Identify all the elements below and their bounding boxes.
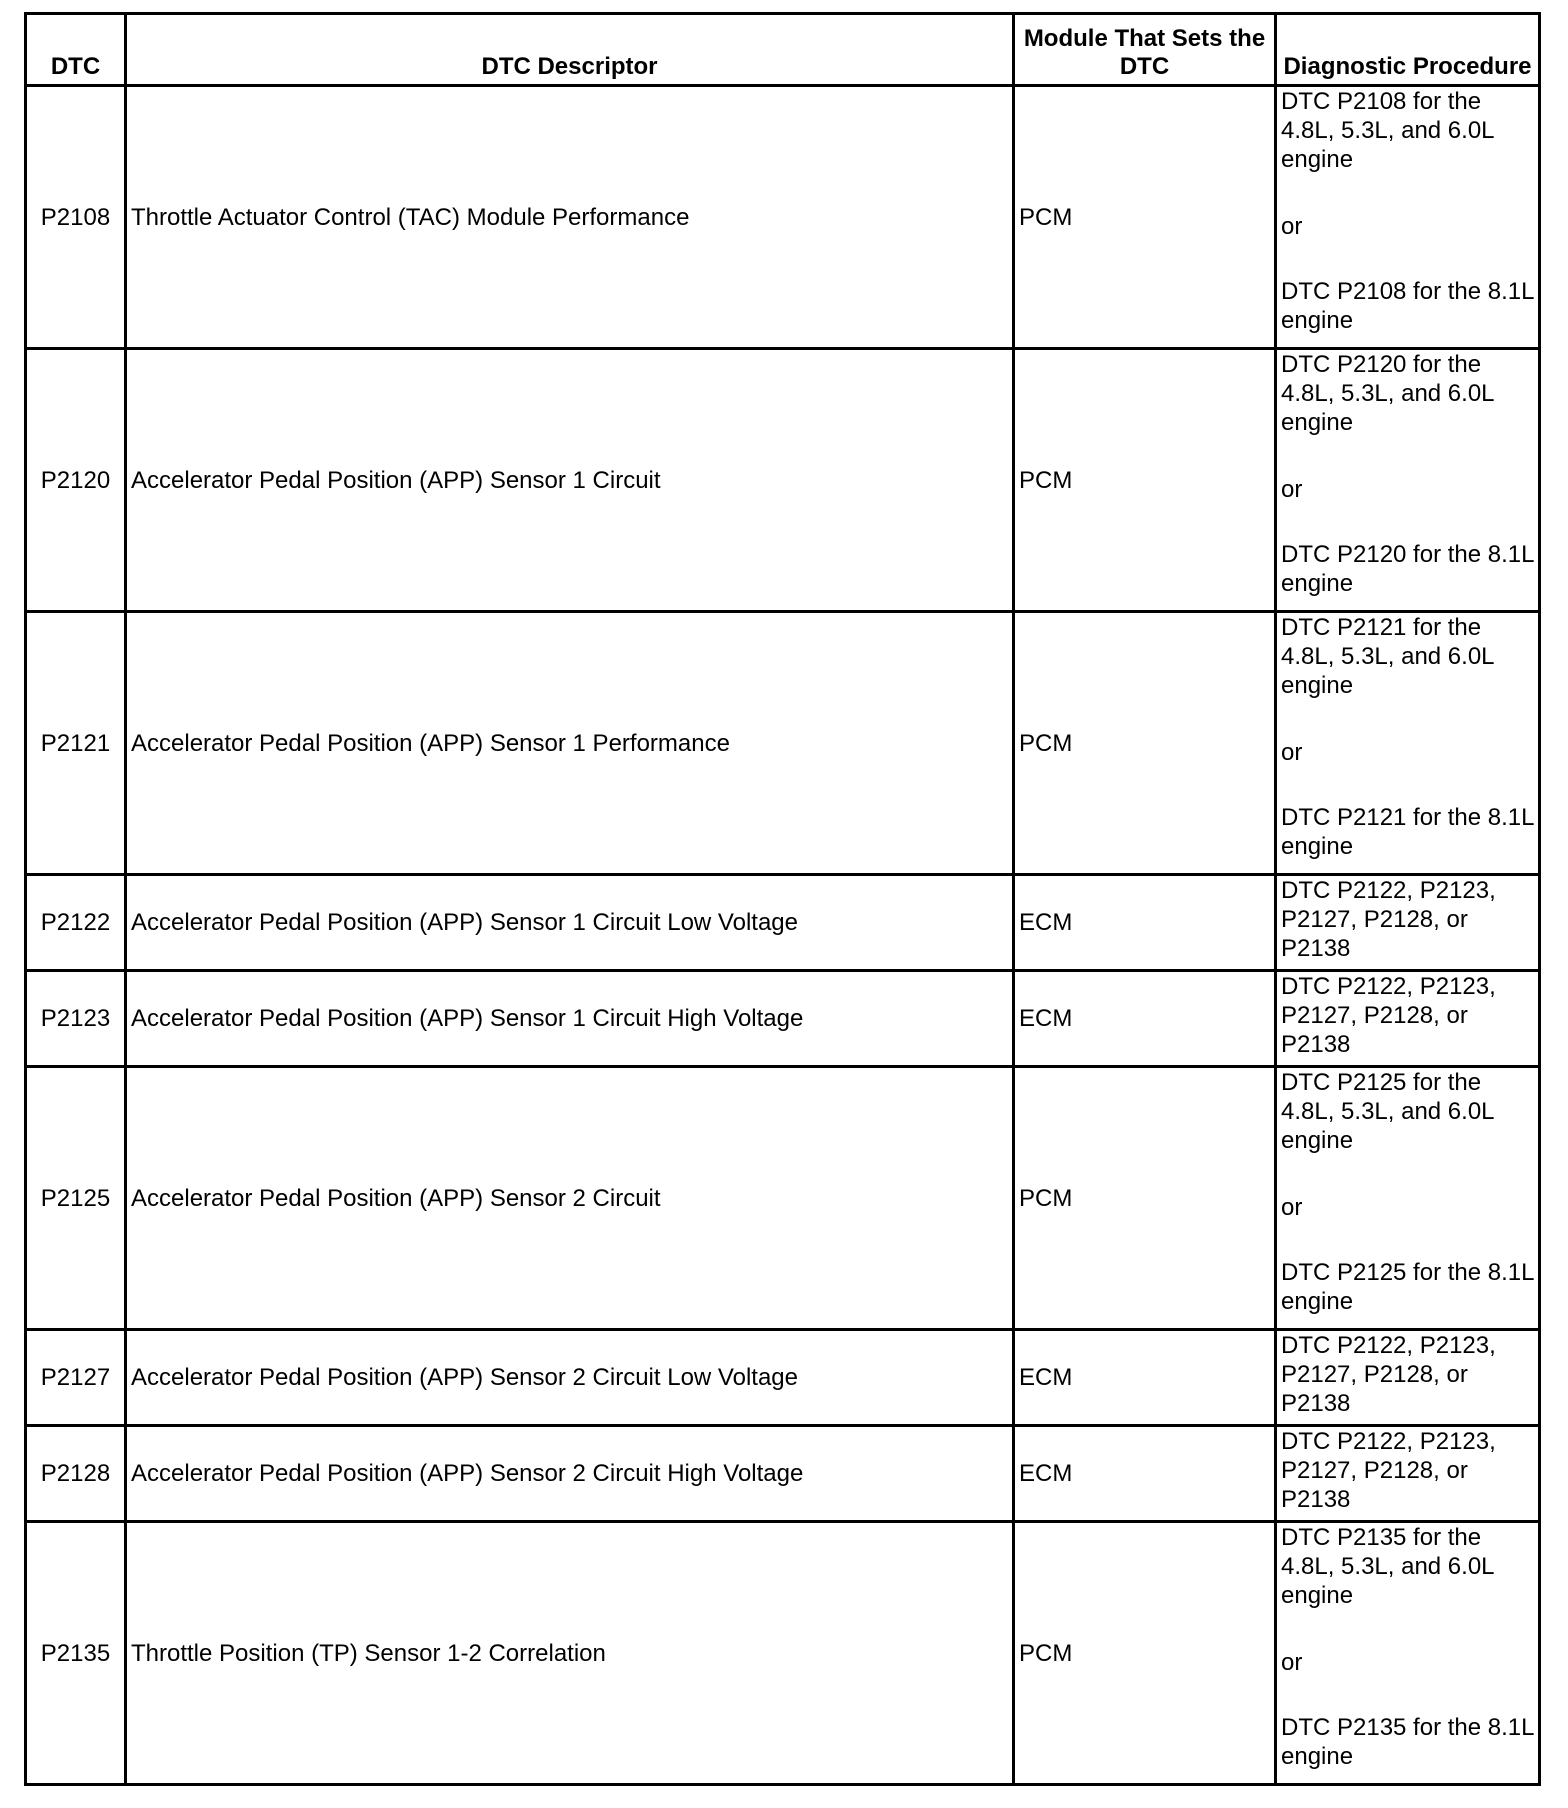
diagnostic-procedure [1276, 875, 1540, 971]
dtc-code: P2128 [26, 1426, 126, 1522]
procedure-link[interactable]: DTC P2122, P2123, P2127, P2128, or P2138 [1281, 1428, 1496, 1513]
procedure-or: or [1281, 1194, 1303, 1221]
dtc-descriptor: Accelerator Pedal Position (APP) Sensor 1 Circuit High Voltage [126, 971, 1014, 1067]
dtc-module: ECM [1014, 875, 1276, 971]
dtc-descriptor: Accelerator Pedal Position (APP) Sensor 2 Circuit High Voltage [126, 1426, 1014, 1522]
dtc-code: P2123 [26, 971, 126, 1067]
dtc-code: P2135 [26, 1522, 126, 1785]
procedure-link-alternate[interactable]: DTC P2108 for the 8.1L engine [1281, 278, 1534, 334]
procedure-or: or [1281, 739, 1303, 766]
procedure-link-primary[interactable]: DTC P2108 for the 4.8L, 5.3L, and 6.0L engine [1281, 88, 1494, 173]
table-row [26, 349, 1540, 612]
procedure-link-alternate[interactable]: DTC P2121 for the 8.1L engine [1281, 804, 1534, 860]
dtc-descriptor: Accelerator Pedal Position (APP) Sensor 1 Performance [126, 612, 1014, 875]
dtc-module: ECM [1014, 971, 1276, 1067]
header-dtc: DTC [26, 14, 126, 86]
procedure-link-primary[interactable]: DTC P2125 for the 4.8L, 5.3L, and 6.0L engine [1281, 1069, 1494, 1154]
dtc-module: ECM [1014, 1330, 1276, 1426]
procedure-link-alternate[interactable]: DTC P2120 for the 8.1L engine [1281, 541, 1534, 597]
procedure-or: or [1281, 213, 1303, 240]
header-procedure: Diagnostic Procedure [1276, 14, 1540, 86]
procedure-or: or [1281, 1649, 1303, 1676]
diagnostic-procedure [1276, 1067, 1540, 1330]
diagnostic-procedure [1276, 1522, 1540, 1785]
table-row [26, 1330, 1540, 1426]
table-row [26, 875, 1540, 971]
procedure-link[interactable]: DTC P2122, P2123, P2127, P2128, or P2138 [1281, 973, 1496, 1058]
table-row [26, 971, 1540, 1067]
table-row [26, 612, 1540, 875]
procedure-link-primary[interactable]: DTC P2135 for the 4.8L, 5.3L, and 6.0L engine [1281, 1524, 1494, 1609]
dtc-descriptor: Accelerator Pedal Position (APP) Sensor 2 Circuit Low Voltage [126, 1330, 1014, 1426]
dtc-module: PCM [1014, 612, 1276, 875]
dtc-code: P2108 [26, 86, 126, 349]
dtc-code: P2127 [26, 1330, 126, 1426]
table-row [26, 1522, 1540, 1785]
header-module: Module That Sets the DTC [1014, 14, 1276, 86]
dtc-module: ECM [1014, 1426, 1276, 1522]
procedure-link-alternate[interactable]: DTC P2125 for the 8.1L engine [1281, 1259, 1534, 1315]
procedure-link[interactable]: DTC P2122, P2123, P2127, P2128, or P2138 [1281, 1332, 1496, 1417]
procedure-link-primary[interactable]: DTC P2120 for the 4.8L, 5.3L, and 6.0L engine [1281, 351, 1494, 436]
dtc-module: PCM [1014, 1522, 1276, 1785]
table-row [26, 1426, 1540, 1522]
dtc-table [24, 12, 1541, 1786]
header-row [26, 14, 1540, 86]
table-row [26, 1067, 1540, 1330]
diagnostic-procedure [1276, 612, 1540, 875]
procedure-link[interactable]: DTC P2122, P2123, P2127, P2128, or P2138 [1281, 877, 1496, 962]
diagnostic-procedure [1276, 86, 1540, 349]
diagnostic-procedure [1276, 349, 1540, 612]
dtc-descriptor: Accelerator Pedal Position (APP) Sensor 1 Circuit Low Voltage [126, 875, 1014, 971]
dtc-descriptor: Throttle Position (TP) Sensor 1-2 Correlation [126, 1522, 1014, 1785]
header-descriptor: DTC Descriptor [126, 14, 1014, 86]
dtc-module: PCM [1014, 86, 1276, 349]
dtc-descriptor: Accelerator Pedal Position (APP) Sensor 2 Circuit [126, 1067, 1014, 1330]
dtc-code: P2122 [26, 875, 126, 971]
diagnostic-procedure [1276, 1426, 1540, 1522]
diagnostic-procedure [1276, 1330, 1540, 1426]
dtc-code: P2120 [26, 349, 126, 612]
procedure-link-primary[interactable]: DTC P2121 for the 4.8L, 5.3L, and 6.0L engine [1281, 614, 1494, 699]
dtc-module: PCM [1014, 1067, 1276, 1330]
dtc-code: P2125 [26, 1067, 126, 1330]
dtc-code: P2121 [26, 612, 126, 875]
table-row [26, 86, 1540, 349]
procedure-link-alternate[interactable]: DTC P2135 for the 8.1L engine [1281, 1714, 1534, 1770]
dtc-descriptor: Accelerator Pedal Position (APP) Sensor 1 Circuit [126, 349, 1014, 612]
dtc-module: PCM [1014, 349, 1276, 612]
dtc-descriptor: Throttle Actuator Control (TAC) Module Performance [126, 86, 1014, 349]
diagnostic-procedure [1276, 971, 1540, 1067]
procedure-or: or [1281, 476, 1303, 503]
